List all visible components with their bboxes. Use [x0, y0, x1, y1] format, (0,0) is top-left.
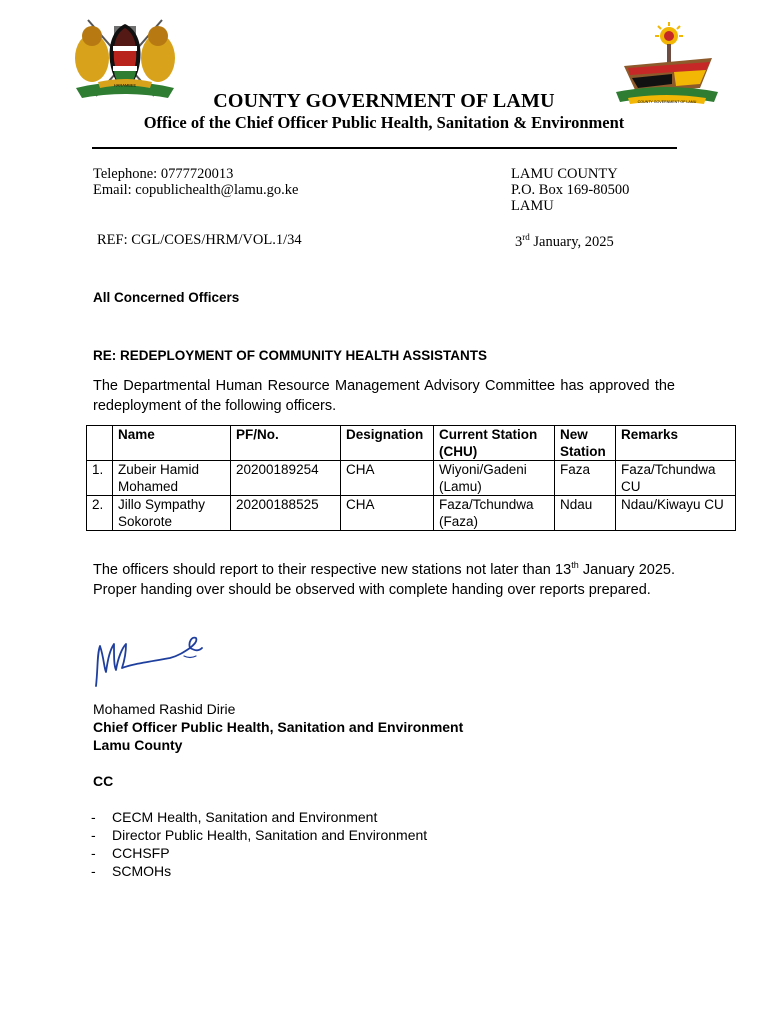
list-dash: -: [91, 827, 96, 843]
address-line-2: P.O. Box 169-80500: [511, 182, 630, 198]
date-suffix: rd: [522, 232, 530, 242]
table-row: [87, 496, 736, 531]
table-header-row: [87, 426, 736, 461]
header-current-station: Current Station (CHU): [434, 426, 555, 461]
header-pf-no: PF/No.: [231, 426, 341, 461]
body-paragraph-1: The Departmental Human Resource Management Advisory Committee has approved the redeployment of the following officers.: [93, 378, 675, 414]
cell-name: Zubeir Hamid Mohamed: [113, 461, 231, 496]
cell-remarks: Ndau/Kiwayu CU: [616, 496, 736, 531]
list-item: [91, 862, 427, 880]
list-item: [91, 826, 427, 844]
letter-date: [515, 232, 614, 251]
list-item: [91, 808, 427, 826]
cc-recipient: CCHSFP: [112, 845, 170, 861]
cell-designation: CHA: [341, 461, 434, 496]
addressee: All Concerned Officers: [93, 290, 240, 305]
cc-heading: CC: [93, 773, 114, 789]
list-dash: -: [91, 845, 96, 861]
cell-new-station: Ndau: [555, 496, 616, 531]
letterhead-divider: [92, 147, 677, 149]
cc-recipient: CECM Health, Sanitation and Environment: [112, 809, 378, 825]
list-dash: -: [91, 863, 96, 879]
cc-recipient: Director Public Health, Sanitation and Environment: [112, 827, 428, 843]
subject-line: RE: REDEPLOYMENT OF COMMUNITY HEALTH ASSISTANTS: [93, 348, 488, 363]
list-item: [91, 844, 427, 862]
signatory-county: Lamu County: [93, 737, 183, 753]
cell-new-station: Faza: [555, 461, 616, 496]
paragraph-2-start: The officers should report to their respective new stations not later than 13: [93, 562, 572, 578]
signatory-title: Chief Officer Public Health, Sanitation and Environment: [93, 719, 464, 735]
county-logo-caption: COUNTY GOVERNMENT OF LAMU: [637, 100, 697, 104]
date-rest: January, 2025: [529, 233, 614, 250]
letterhead-title: COUNTY GOVERNMENT OF LAMU: [213, 90, 555, 112]
cell-pf-no: 20200188525: [231, 496, 341, 531]
cc-list: [91, 808, 427, 880]
cell-pf-no: 20200189254: [231, 461, 341, 496]
table-row: [87, 461, 736, 496]
officers-table: [86, 425, 736, 531]
signatory-name: Mohamed Rashid Dirie: [93, 701, 236, 717]
header-designation: Designation: [341, 426, 434, 461]
cell-no: 1.: [87, 461, 113, 496]
cell-current-station: Faza/Tchundwa (Faza): [434, 496, 555, 531]
telephone: Telephone: 0777720013: [93, 166, 234, 182]
address-line-3: LAMU: [511, 198, 554, 214]
reference-number: REF: CGL/COES/HRM/VOL.1/34: [97, 232, 302, 248]
cell-no: 2.: [87, 496, 113, 531]
header-name: Name: [113, 426, 231, 461]
cell-designation: CHA: [341, 496, 434, 531]
header-remarks: Remarks: [616, 426, 736, 461]
signature: [92, 628, 204, 690]
cc-recipient: SCMOHs: [112, 863, 172, 879]
date-day: 3: [515, 233, 523, 250]
paragraph-2-end: January 2025. Proper handing over should be observed with complete handing over reports prepared.: [93, 562, 675, 598]
postal-address: [511, 166, 629, 214]
cell-name: Jillo Sympathy Sokorote: [113, 496, 231, 531]
contact-block: [93, 166, 298, 198]
letterhead-subtitle: Office of the Chief Officer Public Health, Sanitation & Environment: [143, 113, 625, 132]
cell-current-station: Wiyoni/Gadeni (Lamu): [434, 461, 555, 496]
address-line-1: LAMU COUNTY: [511, 166, 618, 182]
body-paragraph-2: [93, 561, 675, 600]
email: Email: copublichealth@lamu.go.ke: [93, 182, 299, 198]
header-no: [87, 426, 113, 461]
motto-ribbon: HARAMBEE: [113, 82, 137, 88]
list-dash: -: [91, 809, 96, 825]
header-new-station: New Station: [555, 426, 616, 461]
paragraph-2-sup: th: [571, 560, 579, 571]
cell-remarks: Faza/Tchundwa CU: [616, 461, 736, 496]
